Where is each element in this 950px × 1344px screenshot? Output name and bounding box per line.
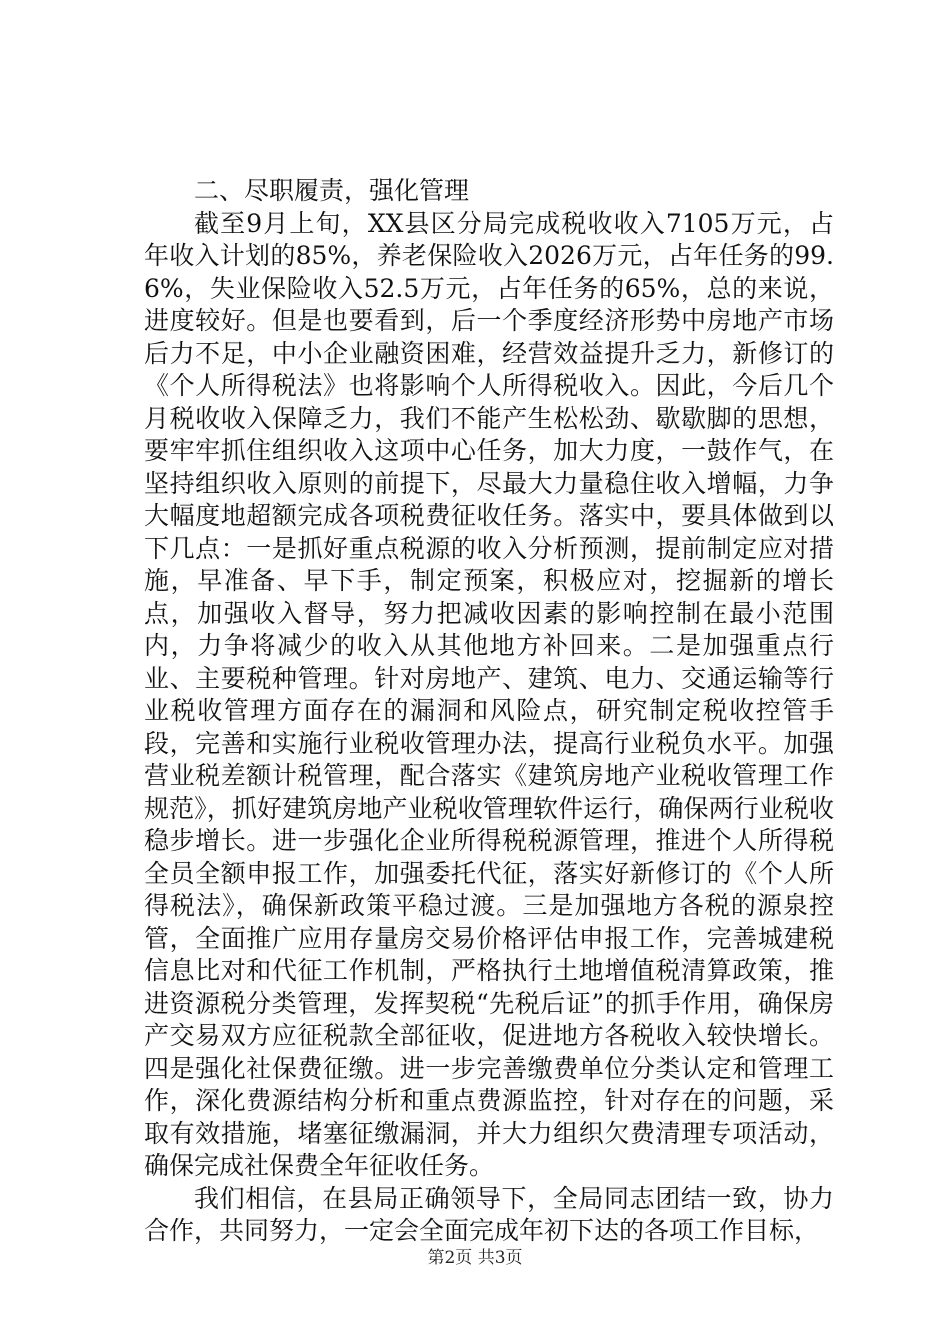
body-paragraph: 我们相信，在县局正确领导下，全局同志团结一致，协力合作，共同努力，一定会全面完成年初下达的各项工作目标，: [144, 1183, 834, 1245]
body-paragraph: 截至9月上旬，XX县区分局完成税收收入7105万元，占年收入计划的85%，养老保险收入2026万元，占年任务的99.6%，失业保险收入52.5万元，占年任务的65%，总的来说，进度较好。但是也要看到，后一个季度经济形势中房地产市场后力不足，中小企业融资困难，经营效益提升乏力，新修订的《个人所得税法》也将影响个人所得税收入。因此，今后几个月税收收入保障乏力，我们不能产生松松劲、歇歇脚的思想，要牢牢抓住组织收入这项中心任务，加大力度，一鼓作气，在坚持组织收入原则的前提下，尽最大力量稳住收入增幅，力争大幅度地超额完成各项税费征收任务。落实中，要具体做到以下几点：一是抓好重点税源的收入分析预测，提前制定应对措施，早准备、早下手，制定预案，积极应对，挖掘新的增长点，加强收入督导，努力把减收因素的影响控制在最小范围内，力争将减少的收入从其他地方补回来。二是加强重点行业、主要税种管理。针对房地产、建筑、电力、交通运输等行业税收管理方面存在的漏洞和风险点，研究制定税收控管手段，完善和实施行业税收管理办法，提高行业税负水平。加强营业税差额计税管理，配合落实《建筑房地产业税收管理工作规范》，抓好建筑房地产业税收管理软件运行，确保两行业税收稳步增长。进一步强化企业所得税税源管理，推进个人所得税全员全额申报工作，加强委托代征，落实好新修订的《个人所得税法》，确保新政策平稳过渡。三是加强地方各税的源泉控管，全面推广应用存量房交易价格评估申报工作，完善城建税信息比对和代征工作机制，严格执行土地增值税清算政策，推进资源税分类管理，发挥契税“先税后证”的抓手作用，确保房产交易双方应征税款全部征收，促进地方各税收入较快增长。四是强化社保费征缴。进一步完善缴费单位分类认定和管理工作，深化费源结构分析和重点费源监控，针对存在的问题，采取有效措施，堵塞征缴漏洞，并大力组织欠费清理专项活动，确保完成社保费全年征收任务。: [144, 208, 834, 1180]
section-heading: 二、尽职履责，强化管理: [194, 176, 470, 205]
page-number-footer: 第2页 共3页: [427, 1248, 523, 1268]
document-body: [144, 175, 834, 1248]
